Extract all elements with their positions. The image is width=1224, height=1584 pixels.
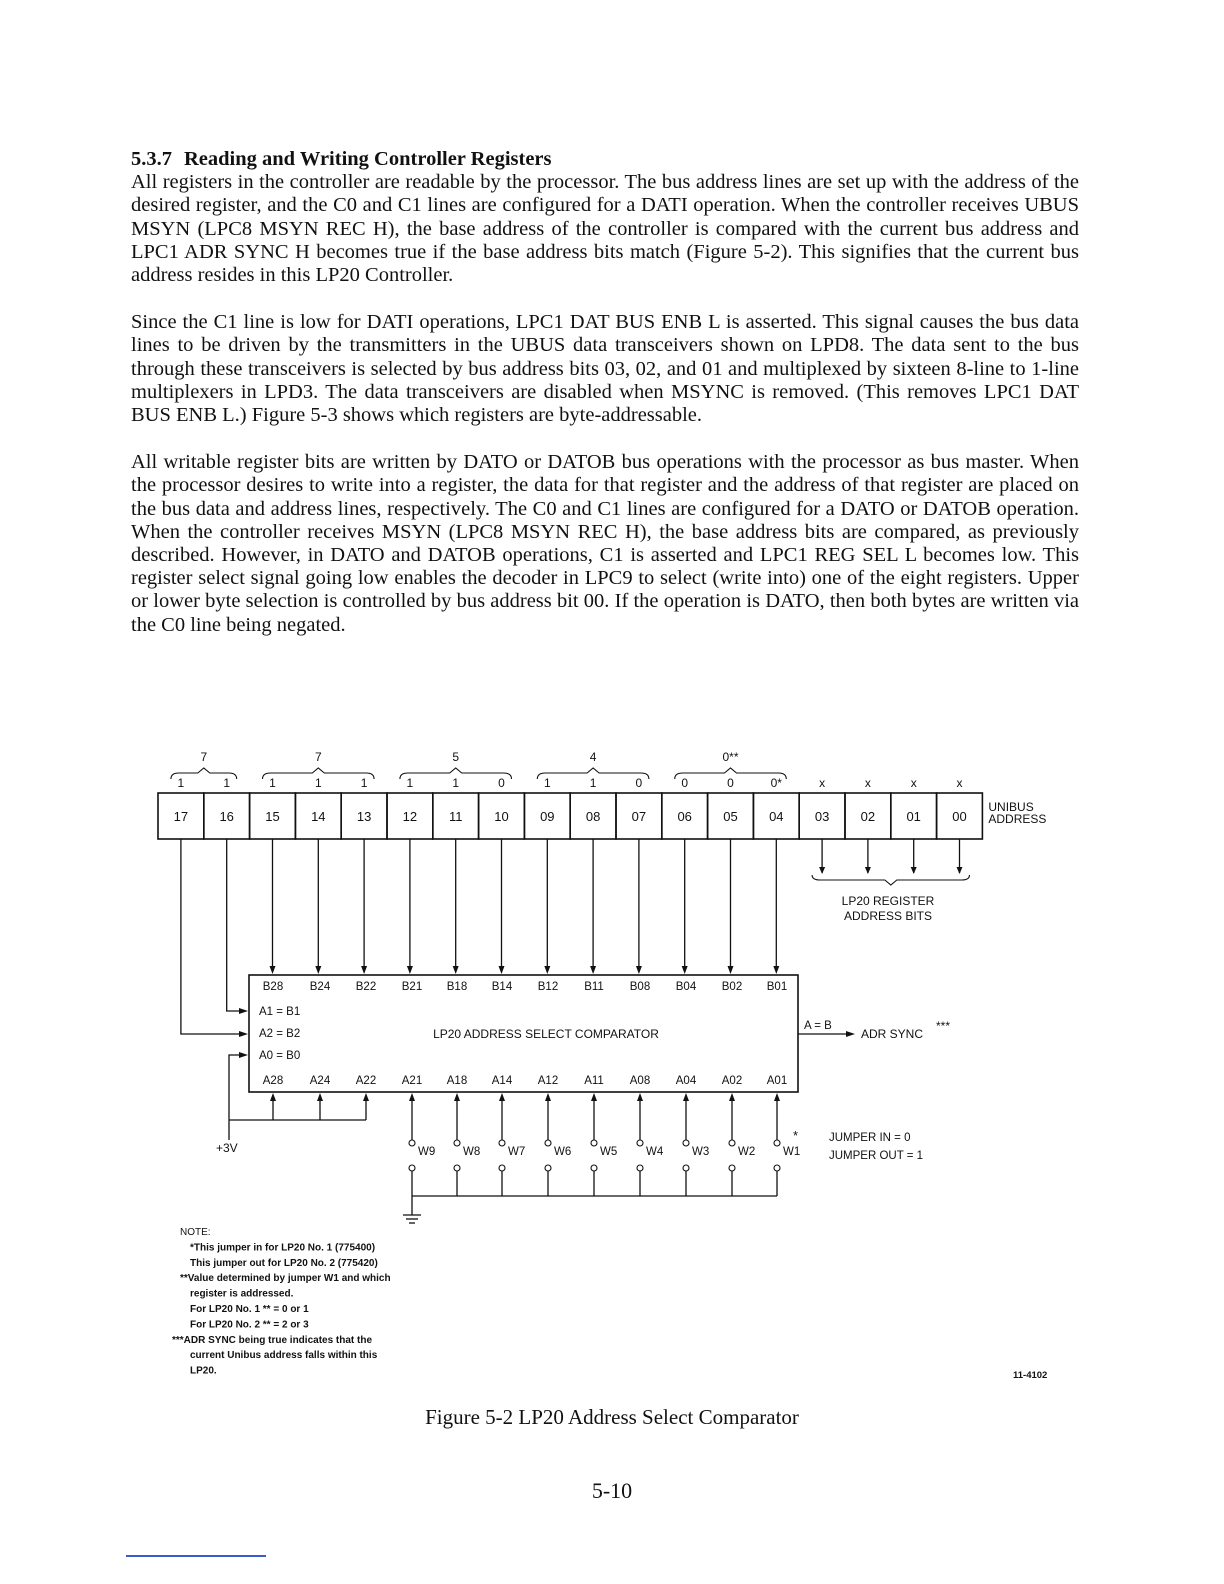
jumpers xyxy=(409,1128,923,1171)
arrowhead xyxy=(591,1093,597,1101)
drawing-number: 11-4102 xyxy=(1013,1370,1048,1381)
b-input-label: B22 xyxy=(355,981,377,993)
bit-value: 0 xyxy=(727,776,734,790)
arrowhead xyxy=(239,1031,248,1037)
arrowhead xyxy=(544,966,550,974)
b-input-label: B11 xyxy=(584,981,604,993)
a-input-label: A11 xyxy=(584,1075,604,1087)
address-bit-label: 14 xyxy=(311,809,326,824)
arrowhead xyxy=(846,1031,855,1037)
unibus-label: ADDRESS xyxy=(988,812,1047,826)
jumper-legend: JUMPER IN = 0 xyxy=(829,1132,911,1144)
note-line: *This jumper in for LP20 No. 1 (775400) xyxy=(190,1242,376,1254)
address-bit-label: 13 xyxy=(356,809,372,824)
b-input-label: B21 xyxy=(401,981,423,993)
arrowhead xyxy=(239,1052,248,1058)
ab-label: A = B xyxy=(804,1020,832,1032)
bit-value: 1 xyxy=(223,776,231,790)
address-bit-label: 01 xyxy=(906,809,921,824)
bit17-wire xyxy=(181,839,245,1034)
jumper-label: W6 xyxy=(554,1146,572,1158)
bit-values xyxy=(178,776,963,790)
arrowhead xyxy=(363,1093,369,1101)
register-bits-label: ADDRESS BITS xyxy=(843,909,933,923)
octal-digit: 4 xyxy=(589,750,597,764)
address-bit-label: 02 xyxy=(860,809,876,824)
jumper-label: W9 xyxy=(418,1146,436,1158)
arrowhead xyxy=(270,1093,276,1101)
arrowhead xyxy=(409,1093,415,1101)
address-bit-label: 17 xyxy=(173,809,189,824)
jumper-pin xyxy=(774,1165,780,1171)
address-bit-label: 00 xyxy=(952,809,967,824)
arrowhead xyxy=(315,966,321,974)
bit-value: 0 xyxy=(635,776,643,790)
address-bit-label: 16 xyxy=(219,809,234,824)
bit-value: x xyxy=(910,776,917,790)
jumper-label: W2 xyxy=(738,1146,756,1158)
figure-notes xyxy=(172,1227,1047,1381)
jumper-label: W8 xyxy=(463,1146,481,1158)
bit-value: 1 xyxy=(406,776,414,790)
a-input-label: A01 xyxy=(766,1075,788,1087)
arrowhead xyxy=(683,1093,689,1101)
arrowhead xyxy=(499,1093,505,1101)
bit-value: 0* xyxy=(770,776,782,790)
b-input-label: B08 xyxy=(629,981,651,993)
equality-label: A2 = B2 xyxy=(259,1028,301,1040)
octal-digits xyxy=(171,750,786,779)
adr-sync-label: ADR SYNC xyxy=(861,1027,924,1041)
jumper-pin xyxy=(591,1140,597,1146)
b-input-label: B14 xyxy=(491,981,513,993)
arrowhead xyxy=(957,867,963,874)
a-input-label: A28 xyxy=(262,1075,284,1087)
a-input-label: A12 xyxy=(537,1075,559,1087)
jumper-pin xyxy=(499,1140,505,1146)
jumper-label: W1 xyxy=(783,1146,801,1158)
arrowhead xyxy=(682,966,688,974)
jumper-pin xyxy=(454,1140,460,1146)
bit-value: 1 xyxy=(452,776,460,790)
comparator-box xyxy=(216,975,950,1155)
arrowhead xyxy=(453,966,459,974)
arrowhead xyxy=(239,1008,248,1014)
page-number: 5-10 xyxy=(591,1478,633,1503)
address-bit-label: 05 xyxy=(723,809,738,824)
note-line: For LP20 No. 1 ** = 0 or 1 xyxy=(190,1304,309,1315)
address-bit-label: 08 xyxy=(585,809,601,824)
jumper-pin xyxy=(545,1140,551,1146)
jumper-pin xyxy=(409,1140,415,1146)
b-input-label: B04 xyxy=(675,981,697,993)
paragraph-dati: Since the C1 line is low for DATI operations, LPC1 DAT BUS ENB L is asserted. This signal causes the bus data lines to be driven by the transmitters in the UBUS data transceivers shown on LPD8. The data sent to the bus through these transceivers is selected by bus address bits 03, 02, and 01 and multiplexed by sixteen 8-line to 1-line multiplexers in LPD3. The data transceivers are disabled when MSYNC is removed. (This removes LPC1 DAT BUS ENB L.) Figure 5-3 shows which registers are byte-addressable. xyxy=(131,311,1079,427)
a-input-label: A22 xyxy=(355,1075,377,1087)
arrowhead xyxy=(590,966,596,974)
b-input-label: B18 xyxy=(446,981,468,993)
supply-wire xyxy=(229,1055,245,1140)
register-bits-brace xyxy=(812,875,969,885)
jumper-legend: JUMPER OUT = 1 xyxy=(829,1150,924,1162)
b-input-label: B01 xyxy=(766,981,788,993)
octal-digit: 7 xyxy=(200,750,208,764)
note-line: register is addressed. xyxy=(190,1288,294,1300)
octal-digit: 5 xyxy=(452,750,460,764)
arrowhead xyxy=(773,966,779,974)
arrowhead xyxy=(499,966,505,974)
a-input-label: A14 xyxy=(491,1075,513,1087)
note-line: This jumper out for LP20 No. 2 (775420) xyxy=(190,1257,378,1269)
equality-label: A0 = B0 xyxy=(259,1050,301,1062)
a-input-label: A24 xyxy=(309,1075,331,1087)
note-line: ***ADR SYNC being true indicates that the xyxy=(172,1334,373,1346)
b-input-label: B12 xyxy=(537,981,559,993)
note-line: For LP20 No. 2 ** = 2 or 3 xyxy=(190,1319,309,1331)
equality-label: A1 = B1 xyxy=(259,1006,301,1018)
arrowhead xyxy=(774,1093,780,1101)
bit-value: 1 xyxy=(314,776,322,790)
arrowhead xyxy=(865,867,871,874)
bit-value: 1 xyxy=(269,776,276,790)
bit-value: x xyxy=(956,776,963,790)
address-bit-label: 10 xyxy=(494,809,509,824)
supply-label: +3V xyxy=(216,1141,238,1155)
section-number: 5.3.7 xyxy=(131,148,172,170)
arrowhead xyxy=(911,867,917,874)
a-input-label: A08 xyxy=(629,1075,651,1087)
jumper-pin xyxy=(637,1165,643,1171)
octal-digit: 0** xyxy=(722,750,739,764)
figure-caption: Figure 5-2 LP20 Address Select Comparator xyxy=(425,1405,799,1429)
arrowhead xyxy=(361,966,367,974)
jumper-pin xyxy=(591,1165,597,1171)
jumper-label: W5 xyxy=(600,1146,618,1158)
bit-value: 1 xyxy=(543,776,551,790)
arrowhead xyxy=(454,1093,460,1101)
adr-sync-mark: *** xyxy=(936,1019,951,1033)
address-bit-label: 03 xyxy=(814,809,830,824)
jumper-pin xyxy=(454,1165,460,1171)
b-input-label: B28 xyxy=(262,981,284,993)
address-bit-label: 11 xyxy=(448,809,463,824)
register-bits-label: LP20 REGISTER xyxy=(841,894,935,908)
jumper-pin xyxy=(683,1140,689,1146)
b-input-label: B24 xyxy=(309,981,331,993)
section-title: Reading and Writing Controller Registers xyxy=(184,148,552,170)
jumper-pin xyxy=(545,1165,551,1171)
arrowhead xyxy=(270,966,276,974)
address-bit-label: 12 xyxy=(402,809,418,824)
arrowhead xyxy=(545,1093,551,1101)
paragraph-reading: All registers in the controller are readable by the processor. The bus address lines are set up with the address of the desired register, and the C0 and C1 lines are configured for a DATI operation. When the controller receives UBUS MSYN (LPC8 MSYN REC H), the base address of the controller is compared with the current bus address and LPC1 ADR SYNC H becomes true if the base address bits match (Figure 5-2). This signifies that the current bus address resides in this LP20 Controller. xyxy=(131,171,1079,287)
jumper-pin xyxy=(774,1140,780,1146)
address-bit-label: 15 xyxy=(265,809,280,824)
footer-rule xyxy=(126,1555,266,1557)
arrowhead xyxy=(407,966,413,974)
note-line: current Unibus address falls within this xyxy=(190,1350,378,1362)
bit-value: 0 xyxy=(498,776,505,790)
arrowhead xyxy=(729,1093,735,1101)
a-input-label: A21 xyxy=(401,1075,423,1087)
note-line: LP20. xyxy=(190,1365,217,1377)
bit-value: x xyxy=(819,776,826,790)
jumper-label: W3 xyxy=(692,1146,710,1158)
paragraph-writing: All writable register bits are written by DATO or DATOB bus operations with the processor as bus master. When the processor desires to write into a register, the data for that register and the address of that register are placed on the bus data and address lines, respectively. The C0 and C1 lines are configured for a DATO or DATOB operation. When the controller receives MSYN (LPC8 MSYN REC H), the base address bits are compared, as previously described. However, in DATO and DATOB operations, C1 is asserted and LPC1 REG SEL L becomes low. This register select signal going low enables the decoder in LPC9 to select (write into) one of the eight registers. Upper or lower byte selection is controlled by bus address bit 00. If the operation is DATO, then both bytes are written via the C0 line being negated. xyxy=(131,451,1079,636)
jumper-label: W7 xyxy=(508,1146,526,1158)
a-input-label: A02 xyxy=(721,1075,743,1087)
arrowhead xyxy=(636,966,642,974)
unibus-label: UNIBUS xyxy=(988,800,1034,814)
w1-mark: * xyxy=(793,1128,799,1143)
jumper-pin xyxy=(729,1140,735,1146)
address-bit-label: 07 xyxy=(631,809,647,824)
note-line: **Value determined by jumper W1 and which xyxy=(180,1273,391,1285)
arrowhead xyxy=(819,867,825,874)
jumper-pin xyxy=(683,1165,689,1171)
bit16-wire xyxy=(227,839,245,1011)
jumper-label: W4 xyxy=(646,1146,664,1158)
arrowhead xyxy=(637,1093,643,1101)
bit-value: 1 xyxy=(589,776,597,790)
note-line: NOTE: xyxy=(180,1227,211,1238)
b-input-label: B02 xyxy=(721,981,743,993)
address-bit-label: 09 xyxy=(540,809,555,824)
jumper-pin xyxy=(729,1165,735,1171)
bit-value: 0 xyxy=(681,776,689,790)
a-input-label: A04 xyxy=(675,1075,697,1087)
octal-digit: 7 xyxy=(314,750,322,764)
arrowhead xyxy=(728,966,734,974)
address-bit-label: 04 xyxy=(769,809,784,824)
bit-value: 1 xyxy=(177,776,185,790)
jumper-pin xyxy=(637,1140,643,1146)
address-bit-label: 06 xyxy=(677,809,692,824)
jumper-pin xyxy=(409,1165,415,1171)
comparator-label: LP20 ADDRESS SELECT COMPARATOR xyxy=(433,1027,659,1041)
arrowhead xyxy=(317,1093,323,1101)
a-input-label: A18 xyxy=(446,1075,468,1087)
jumper-pin xyxy=(499,1165,505,1171)
bit-value: 1 xyxy=(360,776,368,790)
bit-value: x xyxy=(864,776,871,790)
